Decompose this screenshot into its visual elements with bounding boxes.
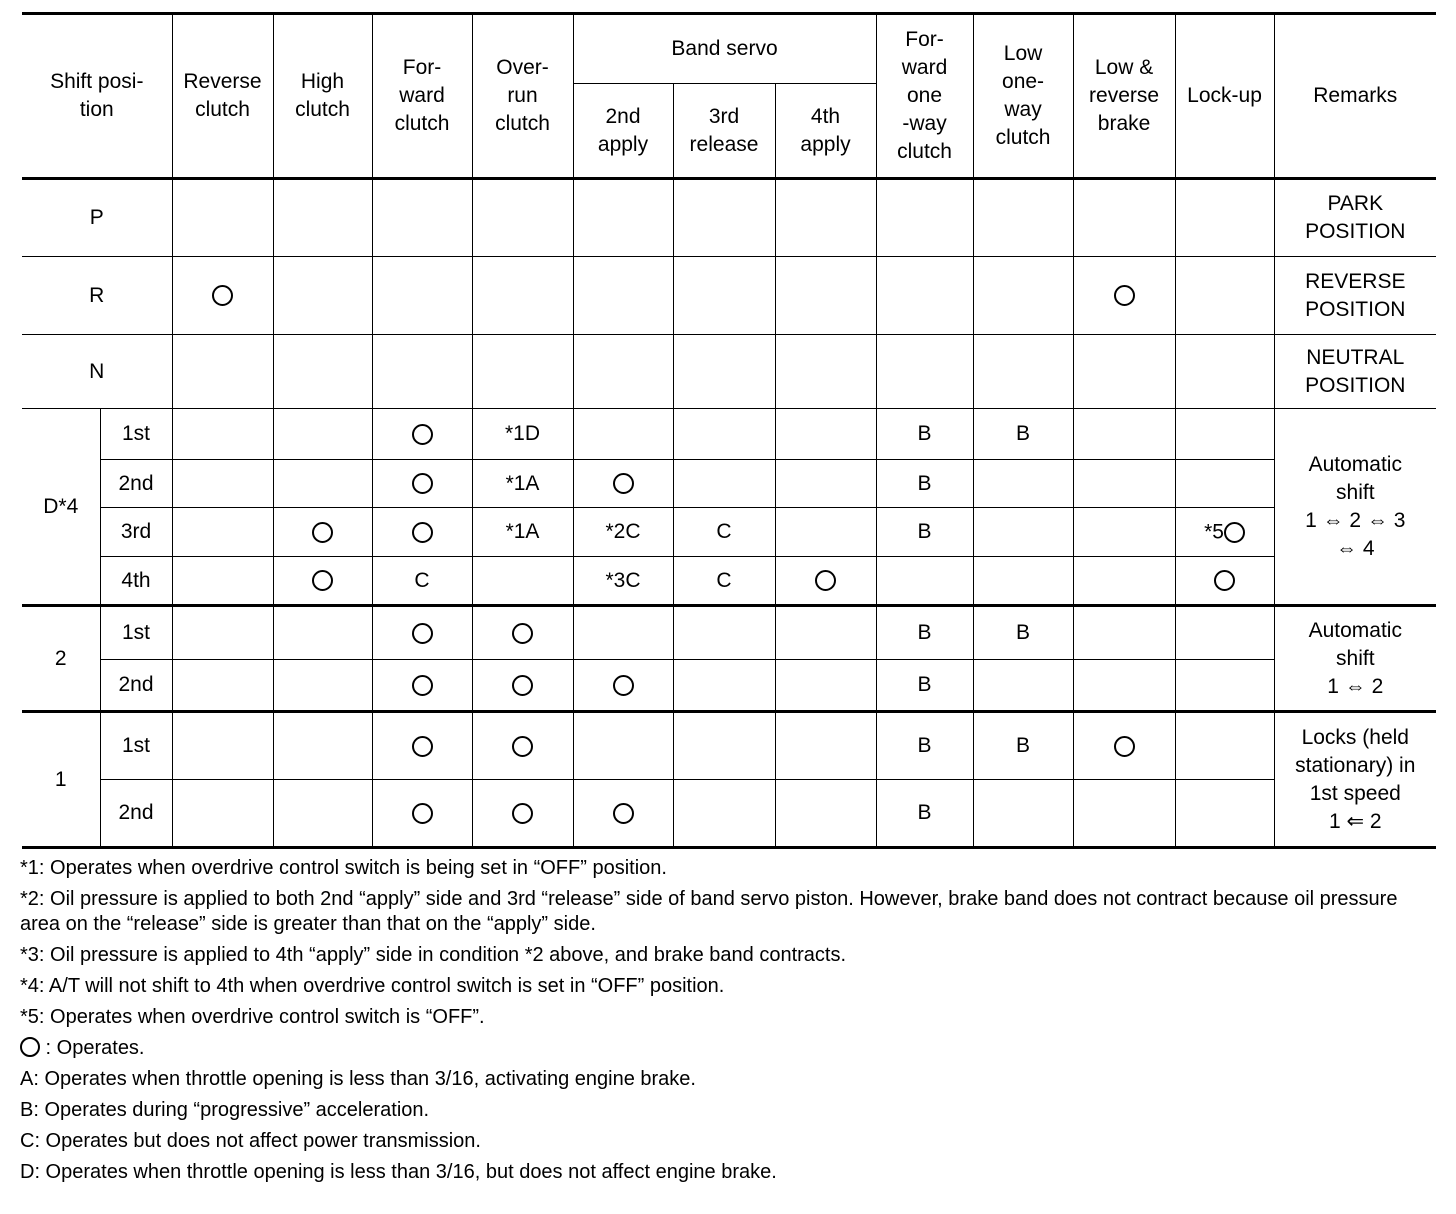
mark-b: B [876,460,973,508]
note-4: *4: A/T will not shift to 4th when overdrive control switch is set in “OFF” position. [20,975,725,997]
operates-circle-icon [512,803,533,824]
header-band-3rd-release: 3rd release [673,84,775,179]
operates-circle-icon [312,570,333,591]
header-low-reverse-brake: Low & reverse brake [1073,14,1175,179]
note-1: *1: Operates when overdrive control switch is being set in “OFF” position. [20,857,667,879]
remark-2-automatic-shift: Automatic shift 1 ⇔ 2 [1274,606,1436,712]
note-3: *3: Oil pressure is applied to 4th “apply” side in condition *2 above, and brake band contracts. [20,944,847,966]
mark-b: B [973,712,1073,780]
mark-d4-forward: C [372,557,472,606]
gear-2nd: 2nd [100,780,172,848]
position-d: D*4 [22,409,100,606]
header-shift-position: Shift posi- tion [22,14,172,179]
header-band-servo: Band servo [573,14,876,84]
header-band-4th-apply: 4th apply [775,84,876,179]
mark-d3-band-3rd: C [673,508,775,557]
gear-1st: 1st [100,606,172,660]
operates-circle-icon [512,623,533,644]
mark-d3-overrun: *1A [472,508,573,557]
note-c: C: Operates but does not affect power transmission. [20,1130,481,1152]
operates-circle-icon [212,285,233,306]
mark-d3-band-2nd: *2C [573,508,673,557]
operates-circle-icon [412,803,433,824]
note-circle [20,1036,1440,1061]
note-2: *2: Oil pressure is applied to both 2nd “apply” side and 3rd “release” side of band servo piston. However, brake band does not contract because oil pressure area on the “release” side is greater than that on the “apply” side. [20,888,1398,935]
gear-2nd: 2nd [100,660,172,712]
mark-b: B [973,606,1073,660]
gear-4th: 4th [100,557,172,606]
header-overrun-clutch: Over- run clutch [472,14,573,179]
gear-3rd: 3rd [100,508,172,557]
footnotes [20,856,1440,1191]
note-a: A: Operates when throttle opening is less than 3/16, activating engine brake. [20,1068,696,1090]
operates-circle-icon [1114,285,1135,306]
position-1: 1 [22,712,100,848]
mark-d1-overrun: *1D [472,409,573,460]
header-low-one-way-clutch: Low one- way clutch [973,14,1073,179]
operates-circle-icon [1224,522,1245,543]
header-lock-up: Lock-up [1175,14,1274,179]
gear-1st: 1st [100,409,172,460]
gear-2nd: 2nd [100,460,172,508]
note-b: B: Operates during “progressive” acceleration. [20,1099,430,1121]
mark-b: B [876,712,973,780]
operates-circle-icon [412,675,433,696]
gear-1st: 1st [100,712,172,780]
header-remarks: Remarks [1274,14,1436,179]
operates-circle-icon [412,623,433,644]
operates-circle-icon [412,473,433,494]
position-p: P [22,179,172,257]
mark-b: B [876,409,973,460]
operates-circle-icon [412,736,433,757]
clutch-band-chart [22,12,1436,849]
note-circle-text: : Operates. [40,1037,145,1059]
header-forward-clutch: For- ward clutch [372,14,472,179]
operates-circle-icon [613,803,634,824]
position-n: N [22,335,172,409]
remark-park: PARK POSITION [1274,179,1436,257]
position-2: 2 [22,606,100,712]
operates-circle-icon [1214,570,1235,591]
operates-circle-icon [512,736,533,757]
remark-neutral: NEUTRAL POSITION [1274,335,1436,409]
remark-d-automatic-shift: Automatic shift 1 ⇔ 2 ⇔ 3 ⇔ 4 [1274,409,1436,606]
lockup-note-marker: *5 [1204,520,1224,544]
operates-circle-icon [412,424,433,445]
mark-b: B [876,606,973,660]
header-band-2nd-apply: 2nd apply [573,84,673,179]
mark-d4-band-3rd: C [673,557,775,606]
operates-circle-icon [1114,736,1135,757]
header-forward-one-way-clutch: For- ward one -way clutch [876,14,973,179]
operates-circle-icon [312,522,333,543]
mark-b: B [876,660,973,712]
operates-circle-icon [613,473,634,494]
operates-circle-icon [815,570,836,591]
mark-d2-overrun: *1A [472,460,573,508]
mark-b: B [973,409,1073,460]
header-high-clutch: High clutch [273,14,372,179]
remark-1-locks: Locks (held stationary) in 1st speed 1 ⇐ 2 [1274,712,1436,848]
lockup-d3 [1175,508,1274,557]
mark-b: B [876,508,973,557]
operates-circle-icon [613,675,634,696]
header-reverse-clutch: Reverse clutch [172,14,273,179]
mark-d4-band-2nd: *3C [573,557,673,606]
note-5: *5: Operates when overdrive control switch is “OFF”. [20,1006,485,1028]
operates-circle-icon [412,522,433,543]
remark-reverse: REVERSE POSITION [1274,257,1436,335]
position-r: R [22,257,172,335]
operates-circle-icon [20,1037,40,1057]
note-d: D: Operates when throttle opening is less than 3/16, but does not affect engine brake. [20,1161,777,1183]
mark-b: B [876,780,973,848]
operates-circle-icon [512,675,533,696]
